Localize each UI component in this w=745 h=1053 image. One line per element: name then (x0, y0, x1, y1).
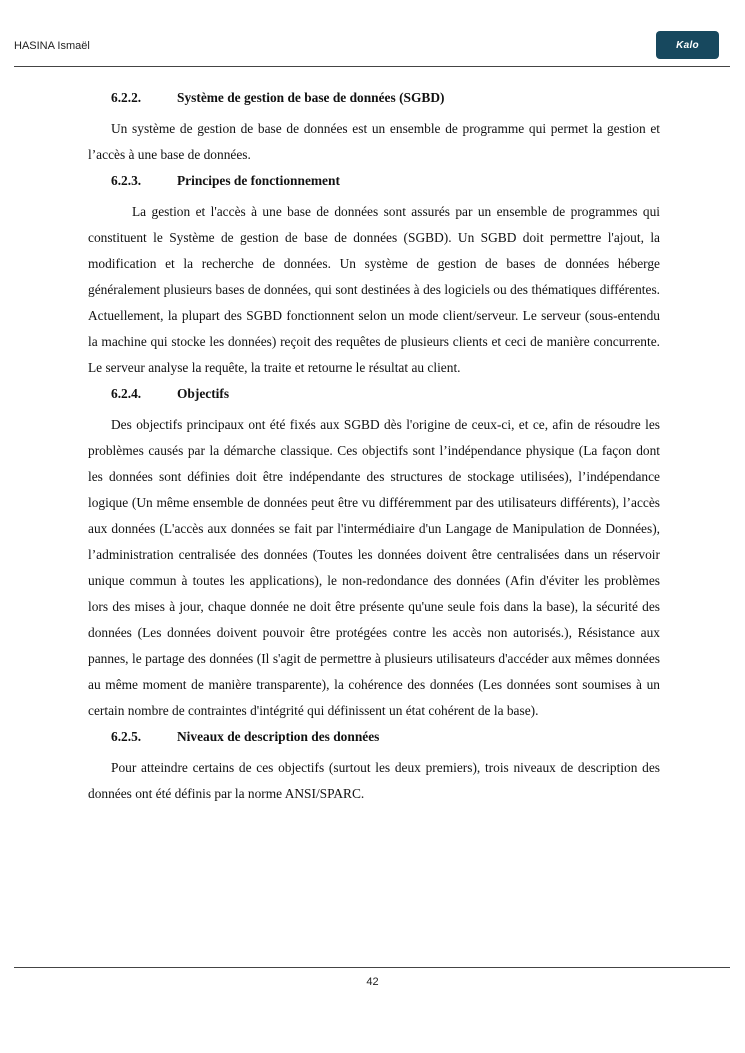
section-6-2-2 (88, 89, 660, 168)
section-heading (88, 89, 660, 107)
document-body (88, 89, 660, 811)
section-title: Objectifs (177, 386, 230, 401)
section-paragraph: Pour atteindre certains de ces objectifs (surtout les deux premiers), trois niveaux de description des données ont été définis par la norme ANSI/SPARC. (88, 760, 660, 801)
section-paragraph: Des objectifs principaux ont été fixés aux SGBD dès l'origine de ceux-ci, et ce, afin de résoudre les problèmes causés par la démarche classique. Ces objectifs sont l’indépendance physique (La façon dont les données sont définies doit être indépendante des structures de stockage utilisées), l’indépendance logique (Un même ensemble de données peut être vu différemment par des utilisateurs différents), l’accès aux données (L'accès aux données se fait par l'intermédiaire d'un Langage de Manipulation de Données), l’administration centralisée des données (Toutes les données doivent être centralisées dans un réservoir unique commun à toutes les applications), le non-redondance des données (Afin d'éviter les problèmes lors des mises à jour, chaque donnée ne doit être présente qu'une seule fois dans la base), la sécurité des données (Les données doivent pouvoir être protégées contre les accès non autorisés.), Résistance aux pannes, le partage des données (Il s'agit de permettre à plusieurs utilisateurs d'accéder aux mêmes données au même moment de manière transparente), la cohérence des données (Les données sont soumises à un certain nombre de contraintes d'intégrité qui définissent un état cohérent de la base). (88, 417, 660, 718)
section-paragraph: La gestion et l'accès à une base de données sont assurés par un ensemble de programmes qui constituent le Système de gestion de base de données (SGBD). Un SGBD doit permettre l'ajout, la modification et la recherche de données. Un système de gestion de bases de données héberge généralement plusieurs bases de données, qui sont destinées à des logiciels ou des thématiques différentes. Actuellement, la plupart des SGBD fonctionnent selon un mode client/serveur. Le serveur (sous-entendu la machine qui stocke les données) reçoit des requêtes de plusieurs clients et ceci de manière concurrente. Le serveur analyse la requête, la traite et retourne le résultat au client. (88, 204, 660, 375)
section-title: Système de gestion de base de données (SGBD) (177, 90, 445, 105)
logo-text: Kalo (676, 39, 699, 51)
section-6-2-3 (88, 172, 660, 381)
section-heading (88, 385, 660, 403)
section-title: Niveaux de description des données (177, 729, 380, 744)
header-divider (14, 66, 730, 67)
footer-divider (14, 967, 730, 968)
page-number: 42 (366, 976, 379, 988)
section-6-2-5 (88, 728, 660, 807)
section-number: 6.2.3. (111, 173, 142, 188)
section-6-2-4 (88, 385, 660, 724)
section-number: 6.2.4. (111, 386, 142, 401)
section-heading (88, 172, 660, 190)
header-author: HASINA Ismaël (14, 40, 90, 52)
section-title: Principes de fonctionnement (177, 173, 340, 188)
section-number: 6.2.2. (111, 90, 142, 105)
section-number: 6.2.5. (111, 729, 142, 744)
logo-badge (656, 31, 719, 59)
section-heading (88, 728, 660, 746)
section-paragraph: Un système de gestion de base de données est un ensemble de programme qui permet la gestion et l’accès à une base de données. (88, 121, 660, 162)
